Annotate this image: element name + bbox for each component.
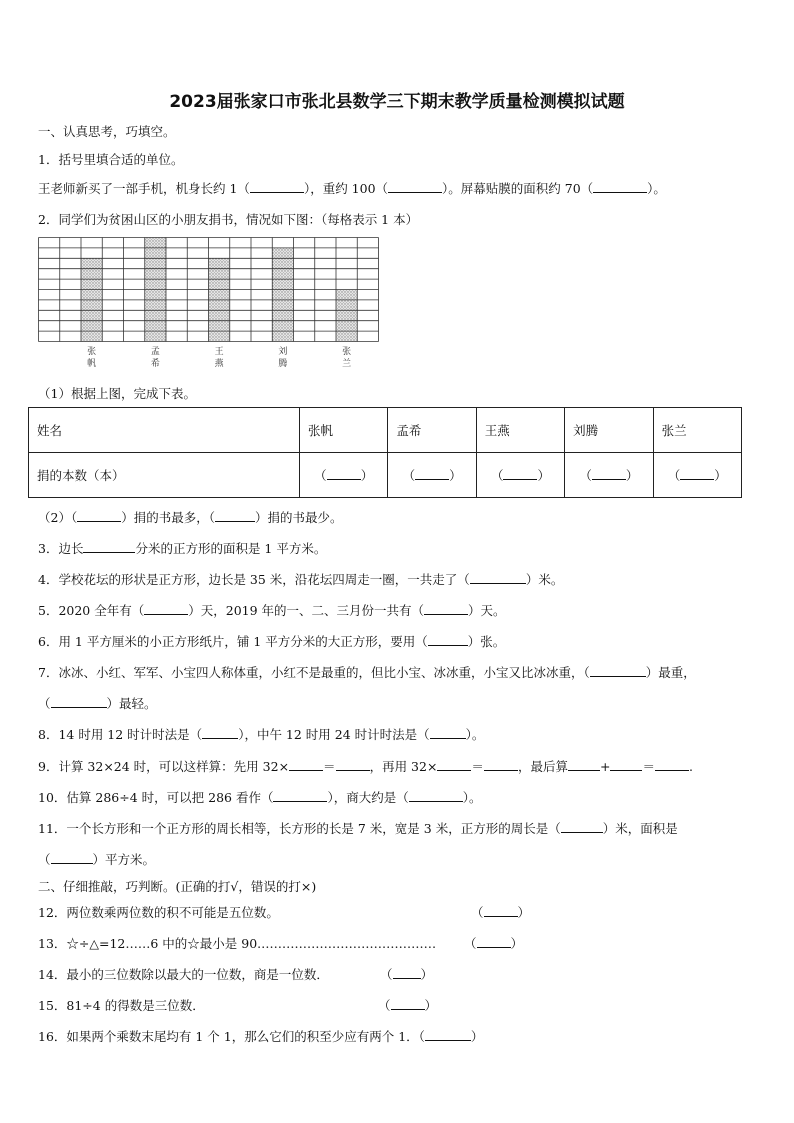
q1-text-d: ）。 xyxy=(647,181,666,196)
page-title: 2023届张家口市张北县数学三下期末教学质量检测模拟试题 xyxy=(169,92,625,112)
q8-answer-blank[interactable] xyxy=(430,726,466,739)
table-answer-cell[interactable]: （ ） xyxy=(388,453,476,498)
question-3: 3．边长 分米的正方形的面积是 1 平方米。 xyxy=(38,541,327,556)
question-9: 9．计算 32×24 时，可以这样算：先用 32× ＝ ，再用 32× ＝ ，最后算 + ＝ . xyxy=(38,759,693,774)
question-7-line-1: 7．冰冰、小红、军军、小宝四人称体重，小红不是最重的，但比小宝、冰冰重，小宝又比冰冰重，（ ）最重， xyxy=(38,665,696,680)
chart-category-label: 王 xyxy=(214,347,224,357)
q1-answer-blank[interactable] xyxy=(250,180,304,193)
question-11-line-2: （ ）平方米。 xyxy=(38,852,156,867)
question-2-stem: 2．同学们为贫困山区的小朋友捐书，情况如下图：（每格表示 1 本） xyxy=(38,212,419,227)
question-1-body xyxy=(38,179,666,197)
question-1-stem: 1．括号里填合适的单位。 xyxy=(38,152,184,167)
chart-category-label: 孟 xyxy=(150,347,160,357)
table-answer-cell[interactable]: （ ） xyxy=(476,453,564,498)
question-5: 5．2020 全年有（ ）天，2019 年的一、二、三月份一共有（ ）天。 xyxy=(38,603,506,618)
q1-answer-blank[interactable] xyxy=(388,180,442,193)
q8-answer-blank[interactable] xyxy=(202,726,238,739)
table-row-header xyxy=(29,408,742,453)
section-heading-judge: 二、仔细推敲，巧判断。(正确的打√，错误的打×) xyxy=(38,879,317,894)
table-answer-cell[interactable]: （ ） xyxy=(300,453,388,498)
q5-answer-blank[interactable] xyxy=(144,602,188,615)
q1-text-c: ）。屏幕贴膜的面积约 70（ xyxy=(442,181,594,196)
q16-answer-blank[interactable] xyxy=(425,1028,471,1041)
table-name-cell: 张帆 xyxy=(300,408,388,453)
q9-answer-blank[interactable] xyxy=(568,758,600,771)
chart-category-label: 兰 xyxy=(342,359,352,369)
table-name-cell: 王燕 xyxy=(476,408,564,453)
table-name-cell: 张兰 xyxy=(653,408,741,453)
question-16: 16．如果两个乘数末尾均有 1 个 1，那么它们的积至少应有两个 1．（ ） xyxy=(38,1029,484,1044)
q15-answer-box[interactable]: （ ） xyxy=(378,998,438,1013)
q7-answer-blank[interactable] xyxy=(590,664,646,677)
chart-category-label: 张 xyxy=(342,347,352,357)
chart-category-label: 张 xyxy=(87,347,97,357)
q2-answer-blank[interactable] xyxy=(77,509,121,522)
q11-answer-blank[interactable] xyxy=(51,851,93,864)
question-7-line-2: （ ）最轻。 xyxy=(38,696,157,711)
q9-answer-blank[interactable] xyxy=(437,758,471,771)
q7-answer-blank[interactable] xyxy=(51,695,107,708)
q10-answer-blank[interactable] xyxy=(409,789,463,802)
q9-answer-blank[interactable] xyxy=(336,758,370,771)
q1-answer-blank[interactable] xyxy=(593,180,647,193)
q2-answer-blank[interactable] xyxy=(215,509,255,522)
chart-category-label: 刘 xyxy=(278,347,288,357)
table-name-cell: 刘腾 xyxy=(565,408,653,453)
q4-answer-blank[interactable] xyxy=(470,571,526,584)
table-header-label: 姓名 xyxy=(29,408,300,453)
q12-answer-box[interactable]: （ ） xyxy=(471,905,531,920)
table-row-counts xyxy=(29,453,742,498)
question-4: 4．学校花坛的形状是正方形，边长是 35 米，沿花坛四周走一圈，一共走了（ ）米。 xyxy=(38,572,564,587)
q14-answer-box[interactable]: （ ） xyxy=(380,967,434,982)
question-15: 15．81÷4 的得数是三位数． xyxy=(38,998,205,1013)
q10-answer-blank[interactable] xyxy=(273,789,327,802)
chart-bar xyxy=(336,290,357,342)
question-10: 10．估算 286÷4 时，可以把 286 看作（ ），商大约是（ ）。 xyxy=(38,790,482,805)
question-12: 12．两位数乘两位数的积不可能是五位数。 xyxy=(38,905,279,920)
question-11-line-1: 11．一个长方形和一个正方形的周长相等，长方形的长是 7 米，宽是 3 米，正方形的周长是（ ）米，面积是 xyxy=(38,821,678,836)
table-row-label: 捐的本数（本） xyxy=(29,453,300,498)
q13-answer-box[interactable]: （ ） xyxy=(464,936,524,951)
donation-bar-chart xyxy=(38,237,380,377)
question-2-part-2: （2）（ ）捐的书最多，（ ）捐的书最少。 xyxy=(38,510,343,525)
question-2-part-1: （1）根据上图，完成下表。 xyxy=(38,386,196,401)
q11-answer-blank[interactable] xyxy=(561,820,603,833)
table-answer-cell[interactable]: （ ） xyxy=(565,453,653,498)
chart-bar xyxy=(272,248,293,342)
question-6: 6．用 1 平方厘米的小正方形纸片，铺 1 平方分米的大正方形，要用（ ）张。 xyxy=(38,634,506,649)
question-8: 8．14 时用 12 时计时法是（ ），中午 12 时用 24 时计时法是（ ）。 xyxy=(38,727,485,742)
q9-answer-blank[interactable] xyxy=(484,758,518,771)
table-answer-cell[interactable]: （ ） xyxy=(653,453,741,498)
q9-answer-blank[interactable] xyxy=(655,758,689,771)
chart-category-label: 腾 xyxy=(278,359,288,369)
q9-answer-blank[interactable] xyxy=(610,758,642,771)
chart-category-label: 燕 xyxy=(214,359,224,369)
q9-answer-blank[interactable] xyxy=(289,758,323,771)
q5-answer-blank[interactable] xyxy=(424,602,468,615)
q1-text-a: 王老师新买了一部手机，机身长约 1（ xyxy=(38,181,250,196)
section-heading-fill-in: 一、认真思考，巧填空。 xyxy=(38,124,176,139)
question-14: 14．最小的三位数除以最大的一位数，商是一位数． xyxy=(38,967,329,982)
question-13: 13．☆÷△=12……6 中的☆最小是 90.…………………………………… xyxy=(38,936,437,951)
q6-answer-blank[interactable] xyxy=(428,633,468,646)
table-name-cell: 孟希 xyxy=(388,408,476,453)
q1-text-b: ），重约 100（ xyxy=(303,181,389,196)
chart-category-label: 希 xyxy=(150,359,160,369)
q3-answer-blank[interactable] xyxy=(83,540,135,553)
chart-category-label: 帆 xyxy=(87,359,97,369)
donation-table xyxy=(28,407,742,498)
